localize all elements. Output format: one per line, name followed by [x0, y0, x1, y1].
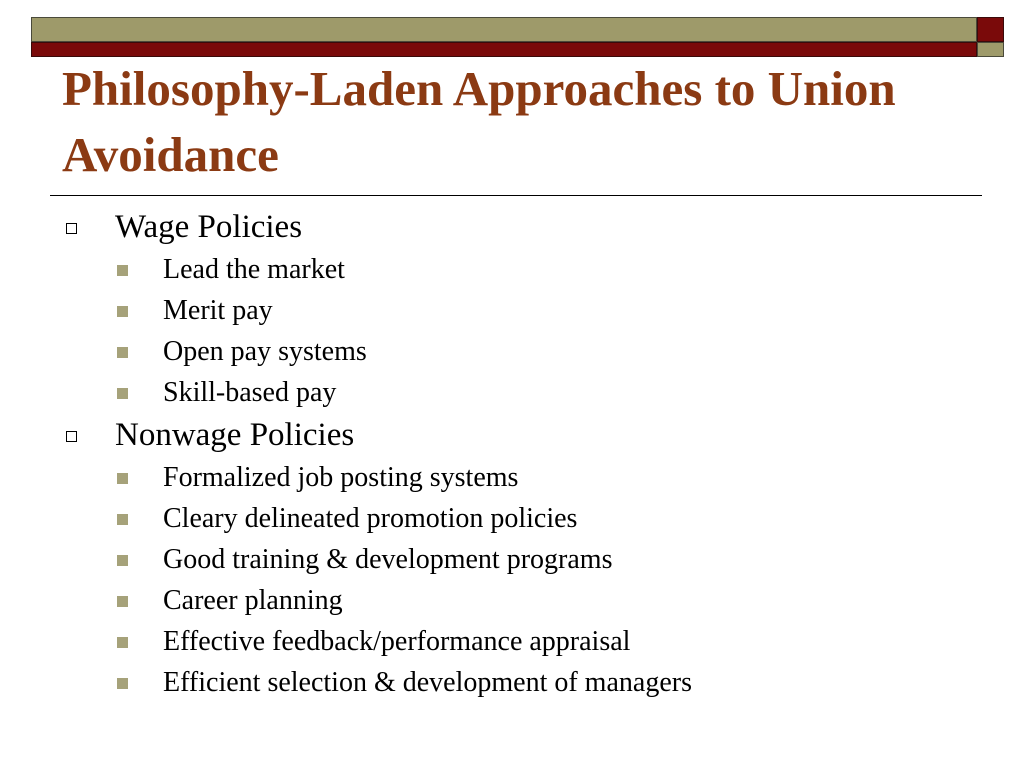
list-item-label: Effective feedback/performance appraisal: [163, 626, 631, 657]
filled-square-icon: [117, 306, 128, 317]
list-item: [0, 580, 1024, 621]
list-item: [0, 457, 1024, 498]
header-square-olive: [977, 42, 1004, 57]
filled-square-icon: [117, 555, 128, 566]
list-item: [0, 498, 1024, 539]
filled-square-icon: [117, 637, 128, 648]
filled-square-icon: [117, 678, 128, 689]
list-item-label: Skill-based pay: [163, 377, 337, 408]
section-heading-wage: [0, 205, 1024, 249]
list-item: [0, 662, 1024, 703]
list-item-label: Good training & development programs: [163, 544, 613, 575]
list-item-label: Career planning: [163, 585, 343, 616]
list-item: [0, 621, 1024, 662]
list-item-label: Formalized job posting systems: [163, 462, 519, 493]
section-heading-nonwage: [0, 413, 1024, 457]
filled-square-icon: [117, 514, 128, 525]
filled-square-icon: [117, 388, 128, 399]
hollow-square-icon: [66, 223, 77, 234]
filled-square-icon: [117, 473, 128, 484]
bullet-content: [0, 205, 1024, 703]
filled-square-icon: [117, 347, 128, 358]
list-item-label: Open pay systems: [163, 336, 367, 367]
list-item: [0, 539, 1024, 580]
filled-square-icon: [117, 265, 128, 276]
list-item: [0, 290, 1024, 331]
list-item: [0, 331, 1024, 372]
list-item: [0, 372, 1024, 413]
title-divider: [50, 195, 982, 196]
header-bar-maroon: [31, 42, 977, 57]
header-bar-olive: [31, 17, 977, 42]
list-item-label: Cleary delineated promotion policies: [163, 503, 578, 534]
hollow-square-icon: [66, 431, 77, 442]
section-heading-label: Wage Policies: [115, 209, 303, 245]
filled-square-icon: [117, 596, 128, 607]
header-square-maroon: [977, 17, 1004, 42]
slide-title: Philosophy-Laden Approaches to Union Avoidance: [62, 61, 896, 182]
list-item-label: Merit pay: [163, 295, 273, 326]
section-heading-label: Nonwage Policies: [115, 417, 355, 453]
list-item-label: Efficient selection & development of managers: [163, 667, 692, 698]
list-item-label: Lead the market: [163, 254, 345, 285]
list-item: [0, 249, 1024, 290]
